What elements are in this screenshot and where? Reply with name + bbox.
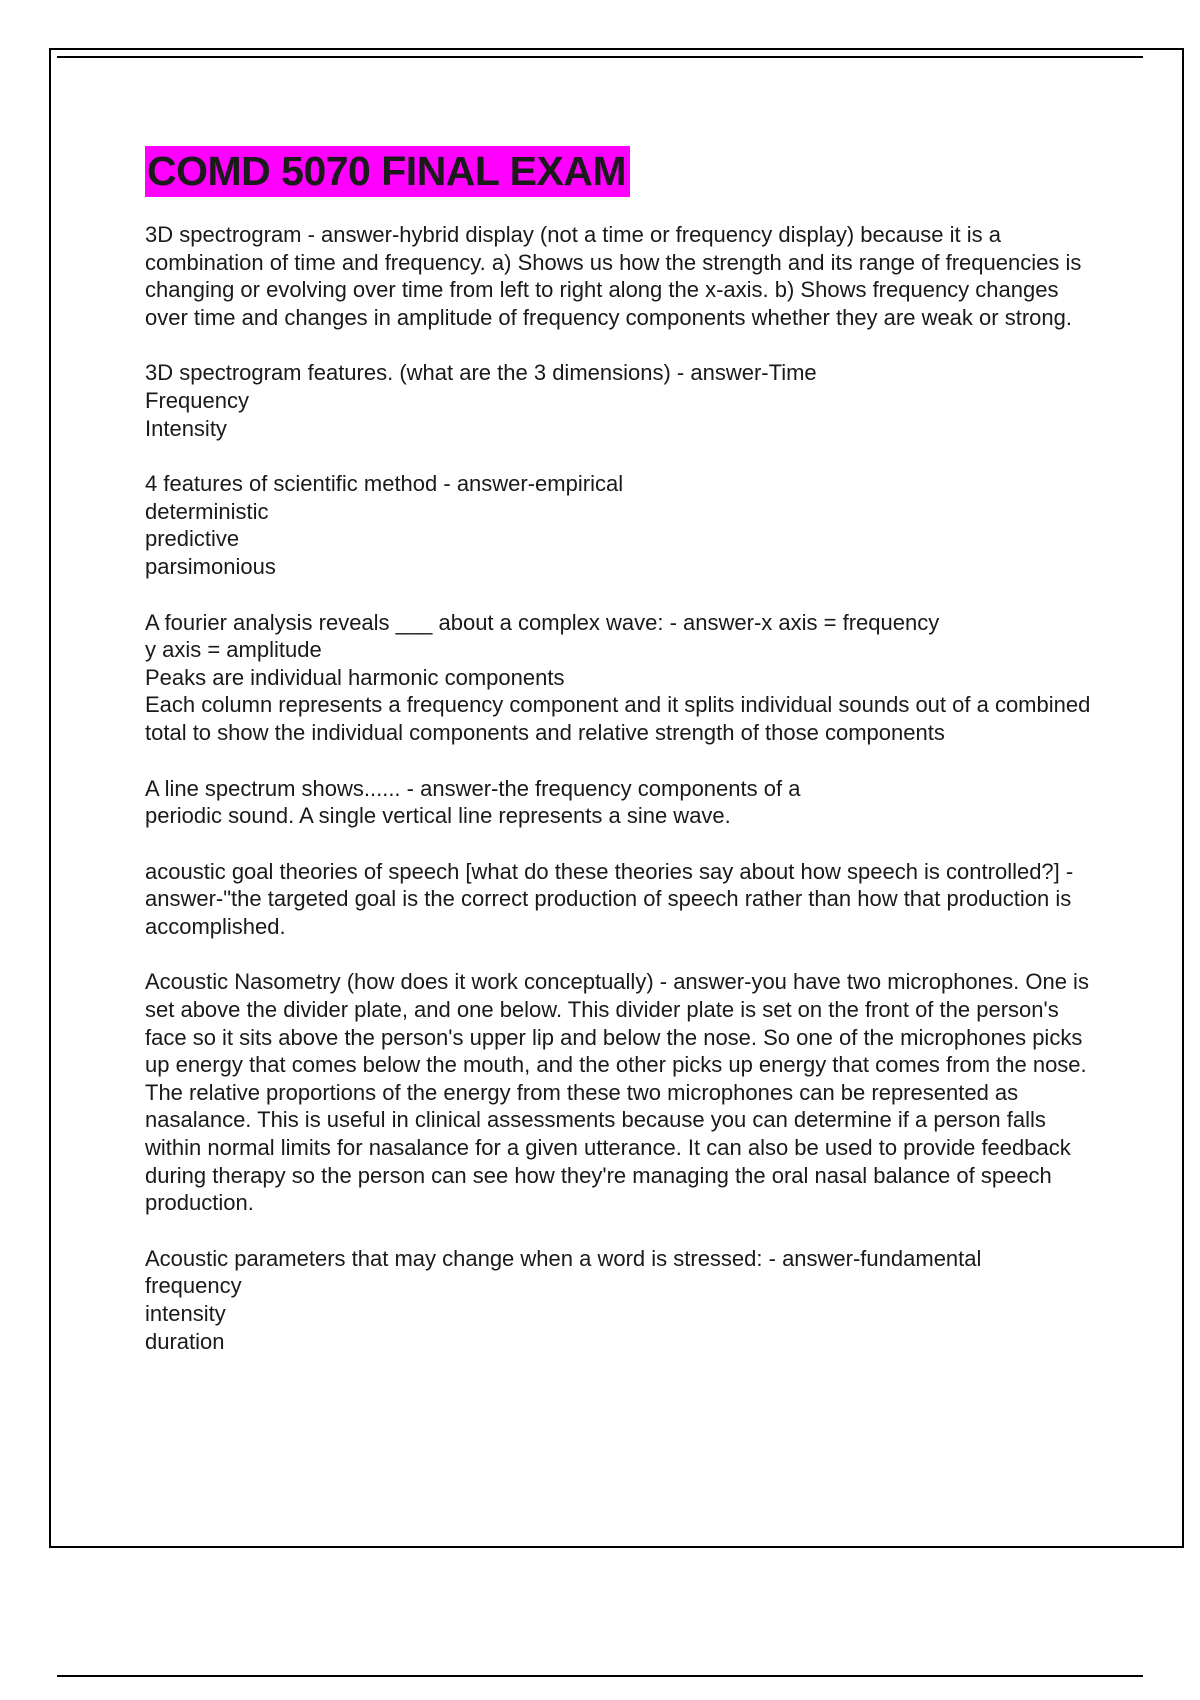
entry-text: A fourier analysis reveals ___ about a complex wave: - answer-x axis = frequency xyxy=(145,609,940,635)
entry-text: 4 features of scientific method - answer-empirical xyxy=(145,471,624,497)
document-body xyxy=(145,146,1100,1383)
qa-entry xyxy=(145,609,1100,747)
entry-text: 3D spectrogram features. (what are the 3 dimensions) - answer-Time xyxy=(145,360,817,386)
entry-text: frequency xyxy=(145,1273,242,1299)
qa-entry xyxy=(145,775,1100,830)
entry-text: Acoustic parameters that may change when a word is stressed: - answer-fundamental xyxy=(145,1245,982,1271)
page-title: COMD 5070 FINAL EXAM xyxy=(145,146,630,197)
entry-text: periodic sound. A single vertical line represents a sine wave. xyxy=(145,803,731,829)
entry-text: A line spectrum shows...... - answer-the frequency components of a xyxy=(145,775,801,801)
entry-text: Peaks are individual harmonic components xyxy=(145,664,565,690)
entry-text: intensity xyxy=(145,1301,226,1326)
qa-entry xyxy=(145,359,1100,442)
qa-list xyxy=(145,221,1100,1355)
entry-text: Frequency xyxy=(145,387,249,413)
qa-entry xyxy=(145,1245,1100,1355)
qa-entry xyxy=(145,470,1100,580)
entry-text: deterministic xyxy=(145,498,269,524)
entry-text: Each column represents a frequency component and it splits individual sounds out of a combined total to show the individual components and relative strength of those components xyxy=(145,692,1091,745)
qa-entry xyxy=(145,968,1100,1216)
entry-text: Intensity xyxy=(145,415,227,441)
entry-text: predictive xyxy=(145,526,240,552)
entry-text: y axis = amplitude xyxy=(145,637,322,663)
qa-entry xyxy=(145,858,1100,941)
entry-text: duration xyxy=(145,1328,225,1354)
qa-entry xyxy=(145,221,1100,331)
entry-text: 3D spectrogram - answer-hybrid display (not a time or frequency display) because it is a combination of time and frequency. a) Shows us how the strength and its range of frequencies is changing or evolving over time from left to right along the x-axis. b) Shows frequency changes over time and changes in amplitude of frequency components whether they are weak or strong. xyxy=(145,222,1082,330)
entry-text: acoustic goal theories of speech [what do these theories say about how speech is controlled?] - answer-"the targeted goal is the correct production of speech rather than how that production is accomplished. xyxy=(145,858,1074,939)
entry-text: parsimonious xyxy=(145,553,276,579)
bottom-rule xyxy=(57,1675,1143,1677)
entry-text: Acoustic Nasometry (how does it work conceptually) - answer-you have two microphones. One is set above the divider plate, and one below. This divider plate is set on the front of the person's face so it sits above the person's upper lip and below the nose. So one of the microphones picks up energy that comes below the mouth, and the other picks up energy that comes from the nose. The relative proportions of the energy from these two microphones can be represented as nasalance. This is useful in clinical assessments because you can determine if a person falls within normal limits for nasalance for a given utterance. It can also be used to provide feedback during therapy so the person can see how they're managing the oral nasal balance of speech production. xyxy=(145,969,1089,1216)
